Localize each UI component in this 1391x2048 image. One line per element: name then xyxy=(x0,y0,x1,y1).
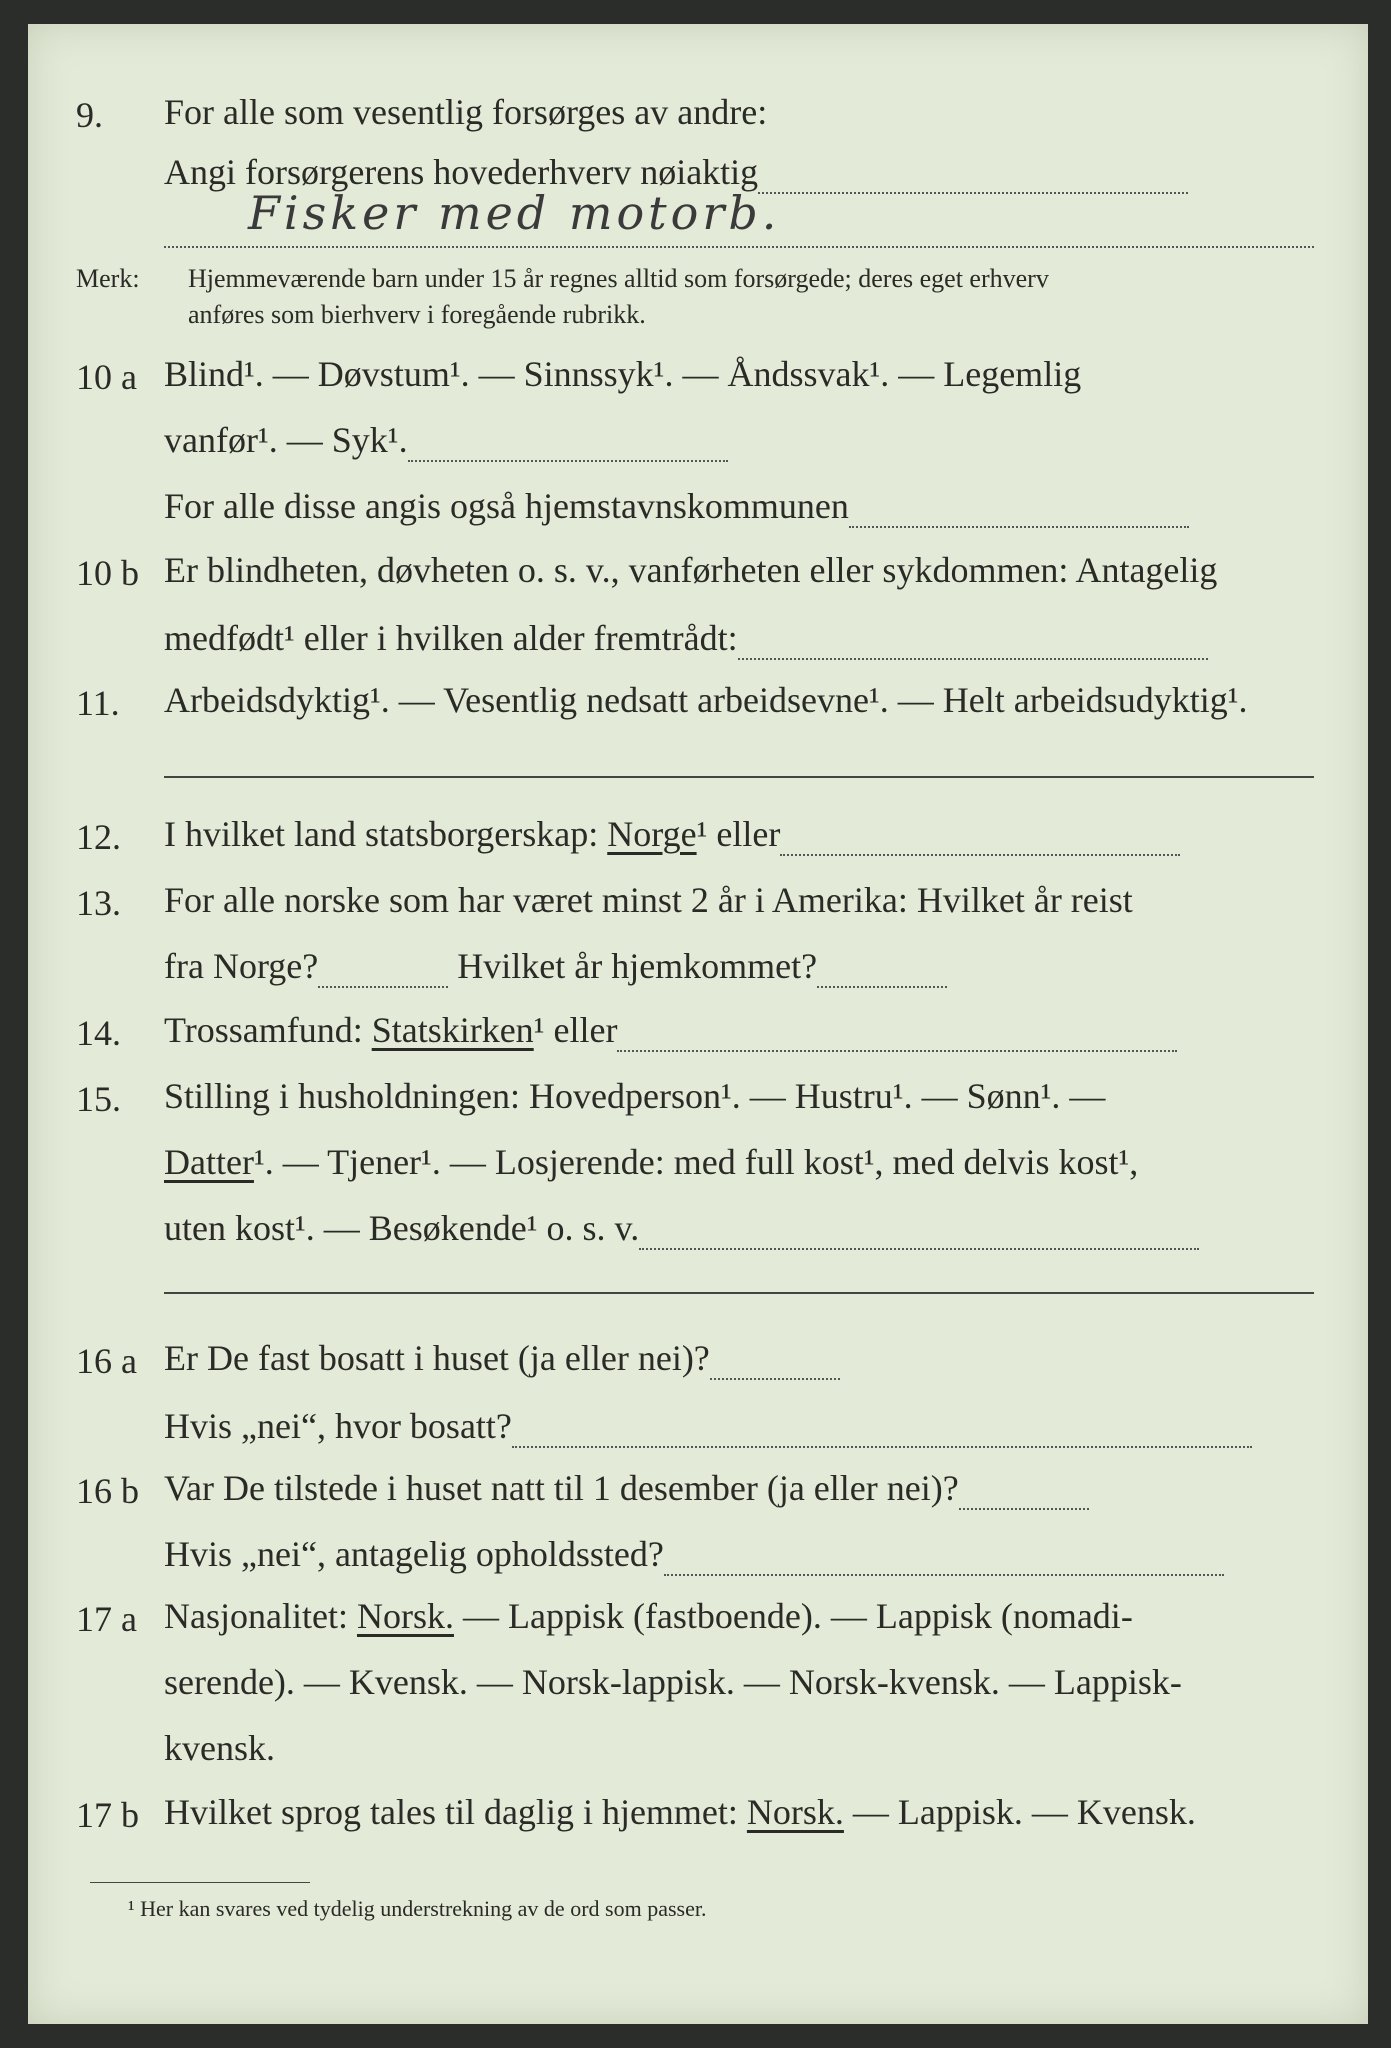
q15-line1: Stilling i husholdningen: Hovedperson¹. — Hustru¹. — Sønn¹. — xyxy=(164,1076,1106,1116)
q15-line3-fill xyxy=(639,1218,1199,1250)
q16b-line1-text: Var De tilstede i huset natt til 1 desember (ja eller nei)? xyxy=(164,1468,959,1508)
q11-number: 11. xyxy=(76,683,120,723)
q13-line2b: Hvilket år hjemkommet? xyxy=(457,946,818,986)
q10a-line3-fill xyxy=(849,496,1189,528)
q16b-line2 xyxy=(164,1532,1224,1576)
q11-line1: Arbeidsdyktig¹. — Vesentlig nedsatt arbeidsevne¹. — Helt arbeidsudyktig¹. xyxy=(164,680,1248,720)
q15-line3 xyxy=(164,1206,1199,1250)
q10b-number: 10 b xyxy=(76,553,139,593)
q10a-line3 xyxy=(164,484,1189,528)
q15-answer-line xyxy=(164,1292,1314,1294)
q15-line3-text: uten kost¹. — Besøkende¹ o. s. v. xyxy=(164,1208,640,1248)
q15-line2 xyxy=(164,1140,1138,1184)
q10a-line3-text: For alle disse angis også hjemstavnskommunen xyxy=(164,486,849,526)
q16a-line1 xyxy=(164,1336,840,1380)
q16b-line2-text: Hvis „nei“, antagelig opholdssted? xyxy=(164,1534,664,1574)
q15-line2-text: ¹. — Tjener¹. — Losjerende: med full kost¹, med delvis kost¹, xyxy=(253,1142,1139,1182)
q10a-line2 xyxy=(164,418,728,462)
q10a-number: 10 a xyxy=(76,357,137,397)
census-form-page xyxy=(28,24,1368,2024)
q11-answer-line xyxy=(164,776,1314,778)
q17a-number: 17 a xyxy=(76,1599,137,1639)
q12-pre: I hvilket land statsborgerskap: xyxy=(164,814,599,854)
q9-handwritten-answer: Fisker med motorb. xyxy=(248,186,781,240)
q17a-line1-text: — Lappisk (fastboende). — Lappisk (nomadi- xyxy=(453,1596,1133,1636)
footnote-mark: ¹ xyxy=(128,1896,135,1921)
q16a-number: 16 a xyxy=(76,1341,137,1381)
q9-number: 9. xyxy=(76,95,103,135)
q16b-number: 16 b xyxy=(76,1471,139,1511)
q9-line1: For alle som vesentlig forsørges av andre: xyxy=(164,92,768,132)
q17b-line xyxy=(164,1790,1196,1834)
merk-line1: Hjemmeværende barn under 15 år regnes alltid som forsørgede; deres eget erhverv xyxy=(188,264,1049,293)
q15-datter-underlined: Datter xyxy=(164,1142,254,1182)
q14-line xyxy=(164,1008,1177,1052)
q16b-line1-fill xyxy=(959,1478,1089,1510)
q14-pre: Trossamfund: xyxy=(164,1010,363,1050)
q10b-line1: Er blindheten, døvheten o. s. v., vanførheten eller sykdommen: Antagelig xyxy=(164,550,1218,590)
q9-line2-fill xyxy=(758,162,1188,194)
q10b-line2-fill xyxy=(738,628,1208,660)
q13-number: 13. xyxy=(76,883,121,923)
q12-number: 12. xyxy=(76,817,121,857)
q16a-line2-text: Hvis „nei“, hvor bosatt? xyxy=(164,1406,512,1446)
merk-label: Merk: xyxy=(76,264,140,293)
footnote-text: Her kan svares ved tydelig understrekning av de ord som passer. xyxy=(140,1896,707,1921)
q17a-line3: kvensk. xyxy=(164,1728,275,1768)
q17a-line2: serende). — Kvensk. — Norsk-lappisk. — Norsk-kvensk. — Lappisk- xyxy=(164,1662,1182,1702)
footnote xyxy=(128,1896,706,1922)
q17b-norsk-underlined: Norsk. xyxy=(746,1792,844,1832)
q17a-line1 xyxy=(164,1594,1133,1638)
q13-line2 xyxy=(164,944,947,988)
q17a-norsk-underlined: Norsk. xyxy=(356,1596,454,1636)
q13-fill-a xyxy=(318,956,448,988)
q15-number: 15. xyxy=(76,1079,121,1119)
q13-line2a: fra Norge? xyxy=(164,946,319,986)
q14-post: ¹ eller xyxy=(533,1010,618,1050)
q9-answer-line xyxy=(164,246,1314,248)
q17b-pre: Hvilket sprog tales til daglig i hjemmet: xyxy=(164,1792,738,1832)
q12-line xyxy=(164,812,1180,856)
q10b-line2 xyxy=(164,616,1208,660)
q17b-post: — Lappisk. — Kvensk. xyxy=(843,1792,1196,1832)
q10a-line2-text: vanfør¹. — Syk¹. xyxy=(164,420,408,460)
q10b-line2-text: medfødt¹ eller i hvilken alder fremtrådt: xyxy=(164,618,738,658)
q10a-line1: Blind¹. — Døvstum¹. — Sinnssyk¹. — Åndssvak¹. — Legemlig xyxy=(164,354,1082,394)
q12-post: ¹ eller xyxy=(696,814,781,854)
q13-fill-b xyxy=(817,956,947,988)
q16a-line1-fill xyxy=(710,1348,840,1380)
merk-line2: anføres som bierhverv i foregående rubrikk. xyxy=(188,300,646,329)
q17b-number: 17 b xyxy=(76,1795,139,1835)
q12-norge-underlined: Norge xyxy=(607,814,697,854)
q16a-line2-fill xyxy=(512,1416,1252,1448)
q13-line1: For alle norske som har været minst 2 år i Amerika: Hvilket år reist xyxy=(164,880,1133,920)
q12-fill xyxy=(780,824,1180,856)
q14-kirke-underlined: Statskirken xyxy=(371,1010,534,1050)
q14-number: 14. xyxy=(76,1013,121,1053)
q17a-pre: Nasjonalitet: xyxy=(164,1596,348,1636)
q10a-line2-fill xyxy=(408,430,728,462)
q16b-line2-fill xyxy=(664,1544,1224,1576)
q16a-line2 xyxy=(164,1404,1252,1448)
footnote-separator xyxy=(90,1882,310,1883)
q16b-line1 xyxy=(164,1466,1089,1510)
q14-fill xyxy=(617,1020,1177,1052)
q9-line2-text: Angi forsørgerens hovederhverv nøiaktig xyxy=(164,152,759,192)
q16a-line1-text: Er De fast bosatt i huset (ja eller nei)? xyxy=(164,1338,710,1378)
